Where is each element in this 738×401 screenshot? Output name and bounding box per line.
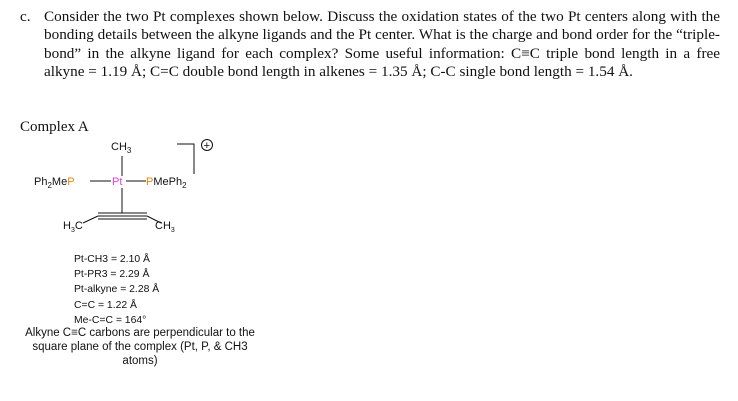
left-phosphine-label: $Ph_2MeP$ <box>34 176 75 190</box>
platinum-label: Pt <box>112 176 123 188</box>
charge-sign: + <box>203 140 211 152</box>
bond-data-list <box>74 252 159 328</box>
bond-data-item: Pt-PR3 = 2.29 Å <box>74 269 150 281</box>
bond-data-item: Pt-alkyne = 2.28 Å <box>74 284 160 296</box>
bond-data-item: C=C = 1.22 Å <box>74 299 137 311</box>
bond-data-item: Me-C=C = 164° <box>74 314 147 326</box>
right-phosphine-label: PMePh$_2$ <box>146 176 187 190</box>
bond-data-item: Pt-CH3 = 2.10 Å <box>74 254 150 265</box>
top-methyl-label: $CH_3$ <box>111 141 132 155</box>
alkyne-right-methyl-label: $CH_3$ <box>155 220 175 234</box>
alkyne-left-methyl-label: $H_3C$ <box>63 220 83 234</box>
charge-bracket <box>177 144 194 174</box>
left-methyl-bond <box>83 216 98 223</box>
complex-a-title: Complex A <box>20 119 89 135</box>
geometry-note: Alkyne C≡C carbons are perpendicular to the square plane of the complex (Pt, P, & CH3 atoms) <box>25 327 255 368</box>
question-label: c. <box>20 8 31 25</box>
question-text: Consider the two Pt complexes shown below. Discuss the oxidation states of the two Pt centers along with the bonding details between the alkyne ligands and the Pt center. What is the charge and bond order for the “triple-bond” in the alkyne ligand for each complex? Some useful information: C≡C triple bond length in a free alkyne = 1.19 Å; C=C double bond length in alkenes = 1.35 Å; C-C single bond length = 1.54 Å. <box>44 8 720 81</box>
